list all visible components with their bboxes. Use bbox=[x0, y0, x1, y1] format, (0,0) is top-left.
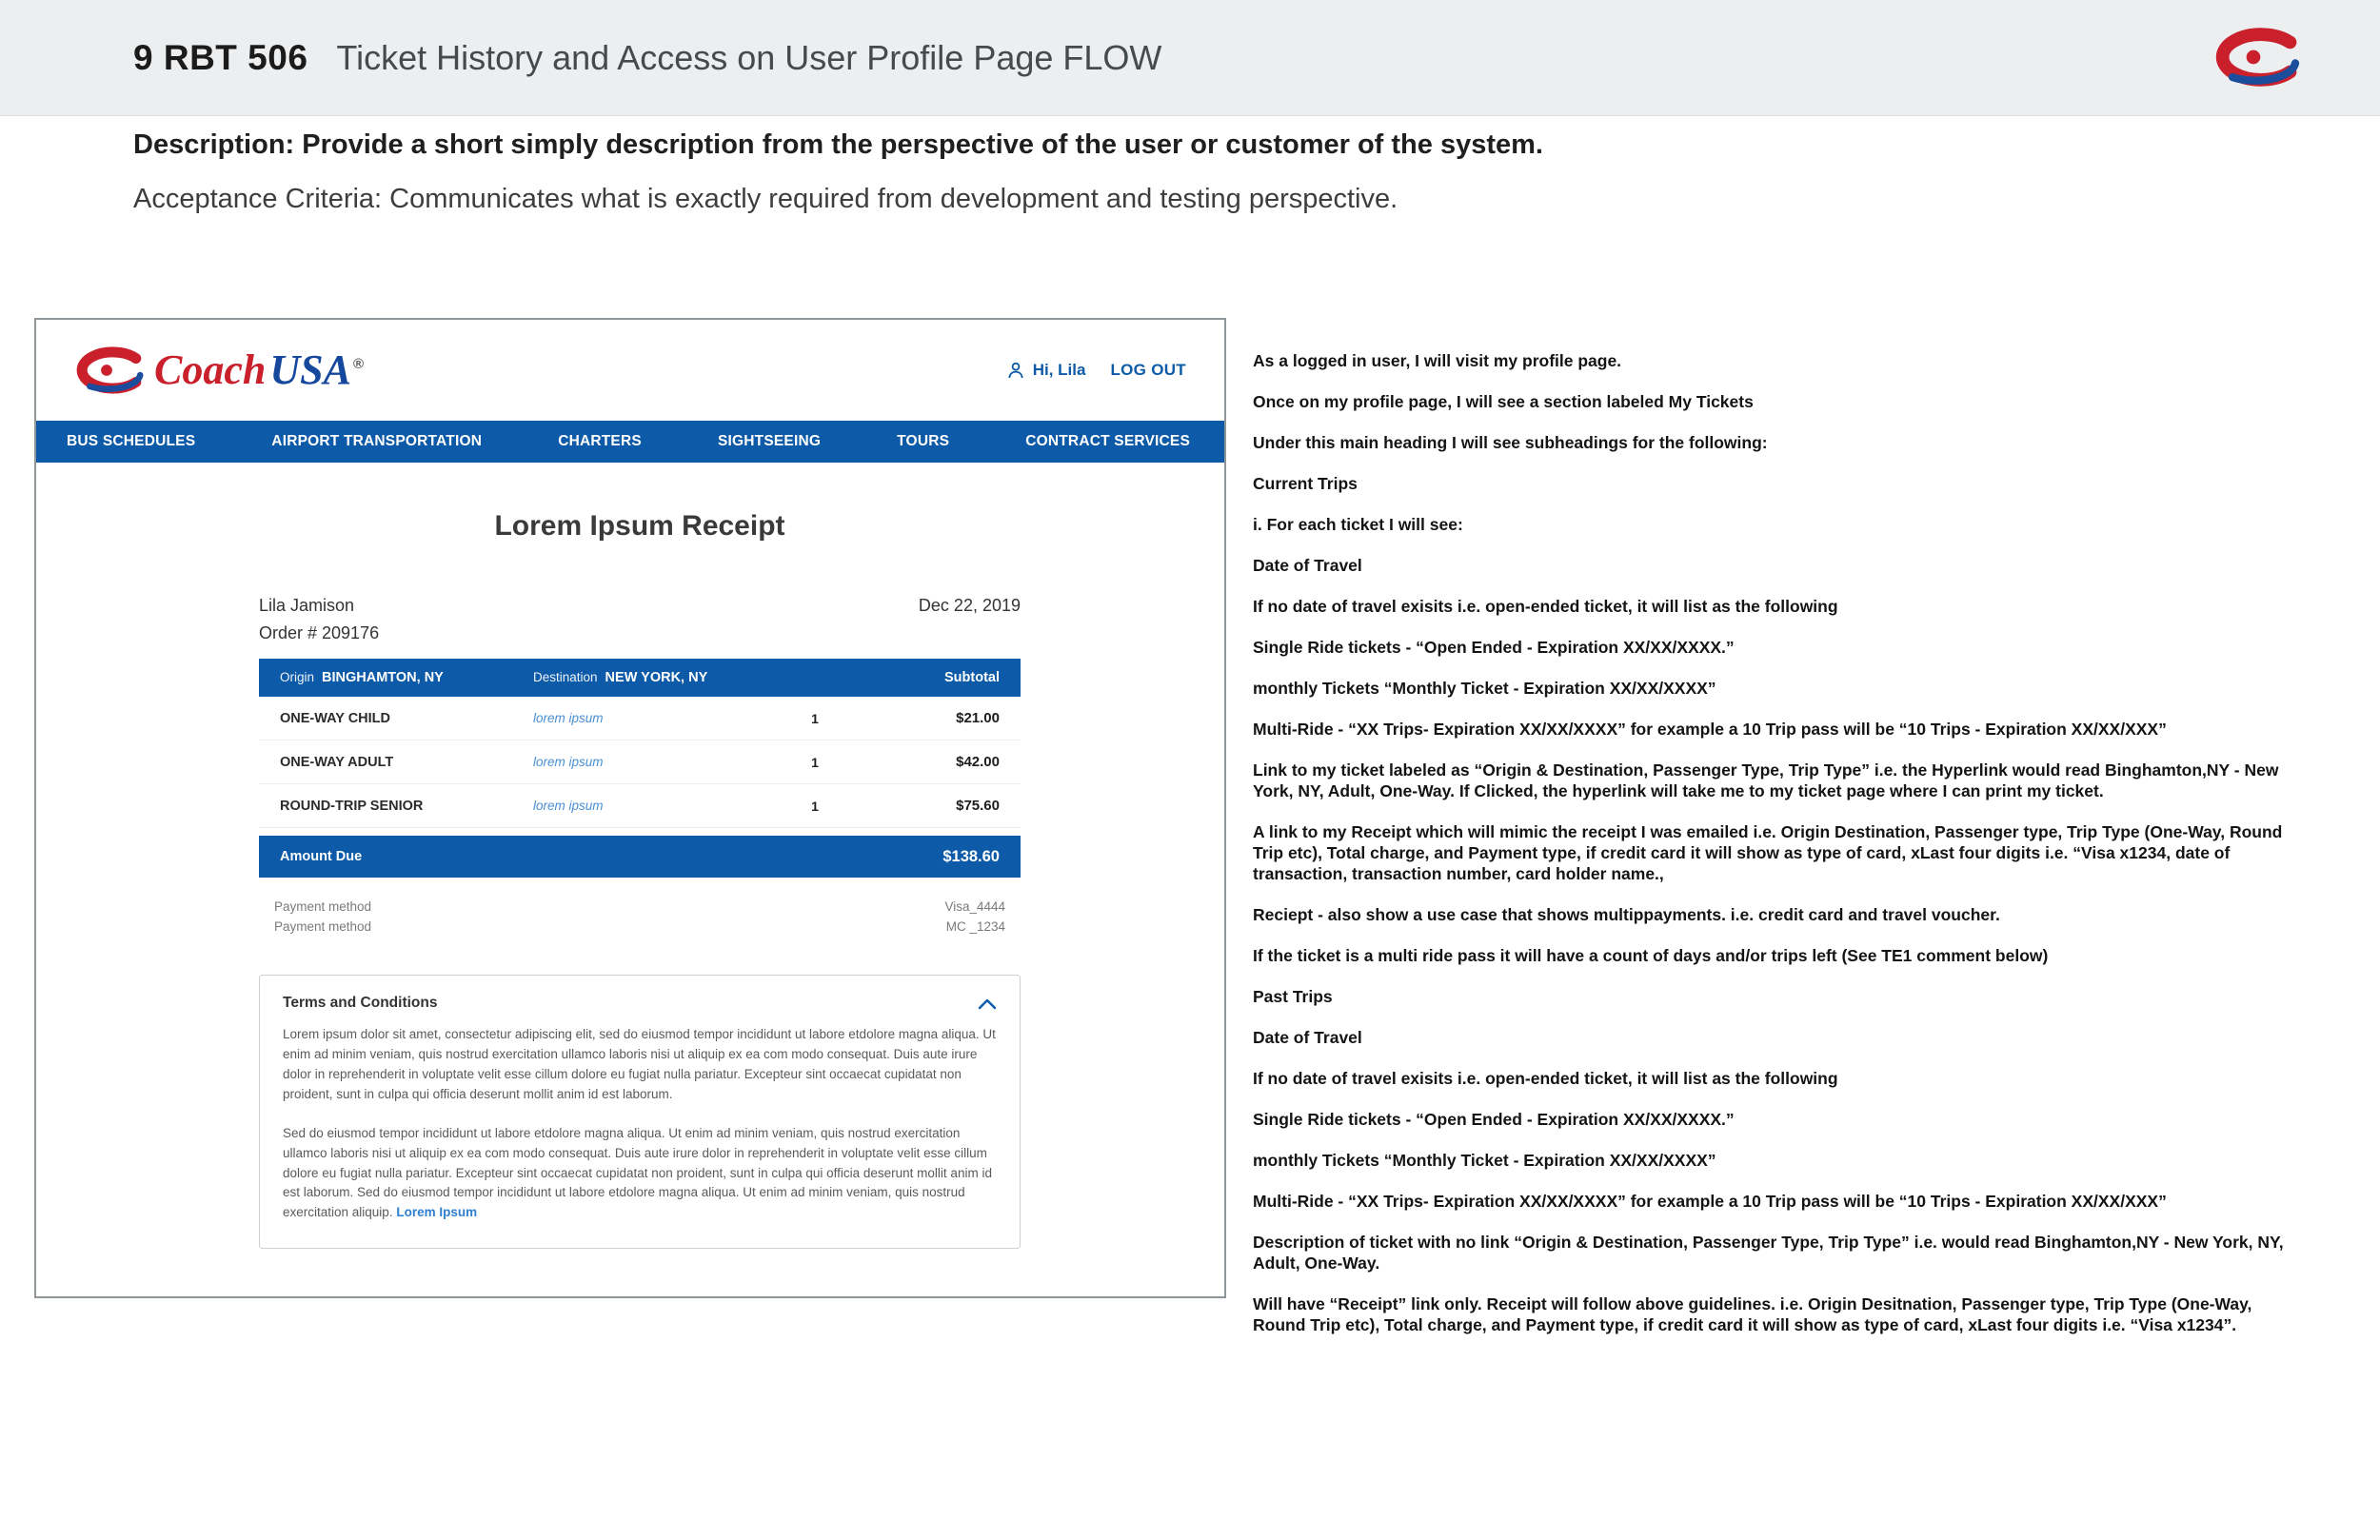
column-header-destination bbox=[533, 670, 762, 685]
requirement-line: monthly Tickets “Monthly Ticket - Expiration XX/XX/XXXX” bbox=[1253, 1151, 1716, 1170]
logout-link[interactable]: LOG OUT bbox=[1110, 361, 1186, 379]
amount-due-label: Amount Due bbox=[280, 849, 363, 864]
requirement-line: If no date of travel exisits i.e. open-ended ticket, it will list as the following bbox=[1253, 1069, 1838, 1088]
destination-label: Destination bbox=[533, 670, 598, 684]
nav-item-contract-services[interactable]: CONTRACT SERVICES bbox=[1025, 433, 1190, 449]
chevron-up-icon[interactable] bbox=[978, 997, 997, 1009]
destination-value: NEW YORK, NY bbox=[605, 670, 708, 685]
main-navigation bbox=[36, 421, 1224, 463]
requirement-line: i. For each ticket I will see: bbox=[1253, 515, 1463, 534]
requirement-line: Date of Travel bbox=[1253, 1028, 1362, 1047]
brand-coach-text: Coach bbox=[154, 346, 267, 393]
requirement-line: monthly Tickets “Monthly Ticket - Expiration XX/XX/XXXX” bbox=[1253, 679, 1716, 698]
column-header-subtotal: Subtotal bbox=[944, 670, 1000, 685]
requirement-line: Once on my profile page, I will see a section labeled My Tickets bbox=[1253, 392, 1754, 411]
requirement-line: Single Ride tickets - “Open Ended - Expiration XX/XX/XXXX.” bbox=[1253, 638, 1735, 657]
nav-item-bus-schedules[interactable]: BUS SCHEDULES bbox=[67, 433, 196, 449]
terms-and-conditions-panel bbox=[259, 975, 1021, 1249]
column-header-origin bbox=[259, 670, 533, 685]
requirement-line: Past Trips bbox=[1253, 987, 1333, 1006]
ticket-type: ROUND-TRIP SENIOR bbox=[280, 798, 424, 814]
doc-id: 9 RBT 506 bbox=[133, 37, 308, 77]
customer-name: Lila Jamison bbox=[259, 596, 355, 615]
nav-item-airport-transportation[interactable]: AIRPORT TRANSPORTATION bbox=[271, 433, 483, 449]
ticket-table-header bbox=[259, 659, 1021, 697]
user-icon bbox=[1006, 361, 1025, 380]
nav-item-charters[interactable]: CHARTERS bbox=[558, 433, 642, 449]
mockup-site-header bbox=[36, 320, 1224, 421]
terms-paragraph bbox=[283, 1124, 997, 1224]
user-greeting[interactable]: Hi, Lila bbox=[1032, 361, 1086, 379]
requirement-line: Link to my ticket labeled as “Origin & Destination, Passenger Type, Trip Type” i.e. the Hyperlink would read Binghamton,NY - New York, NY, Adult, One-Way. If Clicked, the hyperlink will take me to my ticket page where I can print my ticket. bbox=[1253, 760, 2279, 800]
account-area bbox=[1006, 361, 1186, 380]
payment-method-value: MC _1234 bbox=[945, 919, 1005, 934]
receipt bbox=[259, 510, 1021, 1249]
ticket-qty: 1 bbox=[811, 798, 819, 814]
page-title: Ticket History and Access on User Profile Page FLOW bbox=[336, 37, 1162, 77]
table-row bbox=[259, 784, 1021, 828]
acceptance-criteria-text: Acceptance Criteria: Communicates what is exactly required from development and testing perspective. bbox=[133, 184, 1398, 214]
amount-due-value: $138.60 bbox=[942, 847, 1000, 865]
ticket-type: ONE-WAY ADULT bbox=[280, 754, 394, 770]
requirement-line: Multi-Ride - “XX Trips- Expiration XX/XX/XXXX” for example a 10 Trip pass will be “10 Trips - Expiration XX/XX/XXX” bbox=[1253, 720, 2167, 739]
table-row bbox=[259, 740, 1021, 784]
receipt-mockup-frame bbox=[34, 318, 1226, 1298]
requirement-line: Multi-Ride - “XX Trips- Expiration XX/XX/XXXX” for example a 10 Trip pass will be “10 Trips - Expiration XX/XX/XXX” bbox=[1253, 1192, 2167, 1211]
table-row bbox=[259, 697, 1021, 740]
ticket-table bbox=[259, 659, 1021, 878]
origin-label: Origin bbox=[280, 670, 315, 684]
receipt-date: Dec 22, 2019 bbox=[918, 596, 1021, 615]
requirement-line: Will have “Receipt” link only. Receipt will follow above guidelines. i.e. Origin Desitnation, Passenger type, Trip Type (One-Way, Round Trip etc), Total charge, and Payment type, if credit card it will show as type of card, xLast four digits i.e. “Visa x1234”. bbox=[1253, 1294, 2252, 1334]
ticket-type: ONE-WAY CHILD bbox=[280, 710, 391, 726]
payment-methods bbox=[259, 897, 1021, 937]
requirement-line: Current Trips bbox=[1253, 474, 1358, 493]
requirements-list bbox=[1253, 350, 2296, 1355]
terms-title: Terms and Conditions bbox=[283, 995, 438, 1011]
ticket-price: $75.60 bbox=[956, 798, 1000, 814]
requirement-line: If no date of travel exisits i.e. open-ended ticket, it will list as the following bbox=[1253, 597, 1838, 616]
ticket-qty: 1 bbox=[811, 710, 819, 726]
requirement-line: As a logged in user, I will visit my profile page. bbox=[1253, 351, 1622, 370]
amount-due-row bbox=[259, 836, 1021, 878]
payment-row bbox=[274, 897, 1005, 917]
brand-usa-text: USA bbox=[269, 346, 351, 393]
terms-paragraph: Lorem ipsum dolor sit amet, consectetur adipiscing elit, sed do eiusmod tempor incididunt ut labore etdolore magna aliqua. Ut enim ad minim veniam, quis nostrud exercitation ullamco laboris nisi ut aliquip ex ea com modo consequat. Duis aute irure dolor in reprehenderit in voluptate velit esse cillum dolore eu fugiat nulla pariatur. Excepteur sint occaecat cupidatat non proident, sunt in culpa qui officia deserunt mollit anim id est laborum. bbox=[283, 1027, 996, 1101]
nav-item-tours[interactable]: TOURS bbox=[897, 433, 950, 449]
payment-method-value: Visa_4444 bbox=[944, 899, 1005, 914]
payment-method-label: Payment method bbox=[274, 919, 372, 934]
requirement-line: Under this main heading I will see subheadings for the following: bbox=[1253, 433, 1768, 452]
requirement-line: Reciept - also show a use case that shows multippayments. i.e. credit card and travel voucher. bbox=[1253, 905, 2000, 924]
ticket-link[interactable]: lorem ipsum bbox=[533, 755, 604, 769]
payment-row bbox=[274, 917, 1005, 937]
ticket-price: $21.00 bbox=[956, 710, 1000, 726]
nav-item-sightseeing[interactable]: SIGHTSEEING bbox=[717, 433, 822, 449]
requirement-line: Date of Travel bbox=[1253, 556, 1362, 575]
coachusa-logo-icon bbox=[2201, 23, 2306, 91]
description-block bbox=[133, 129, 1942, 215]
ticket-link[interactable]: lorem ipsum bbox=[533, 711, 604, 725]
terms-link[interactable]: Lorem Ipsum bbox=[396, 1205, 478, 1220]
receipt-meta bbox=[259, 596, 1021, 643]
ticket-qty: 1 bbox=[811, 754, 819, 770]
coachusa-brand-logo[interactable] bbox=[65, 344, 364, 397]
description-text: Description: Provide a short simply description from the perspective of the user or customer of the system. bbox=[133, 129, 1543, 160]
payment-method-label: Payment method bbox=[274, 899, 372, 914]
ticket-link[interactable]: lorem ipsum bbox=[533, 799, 604, 813]
ticket-price: $42.00 bbox=[956, 754, 1000, 770]
coachusa-swoosh-icon bbox=[65, 344, 149, 397]
requirement-line: If the ticket is a multi ride pass it will have a count of days and/or trips left (See TE1 comment below) bbox=[1253, 946, 2049, 965]
document-header bbox=[0, 0, 2380, 116]
order-number: Order # 209176 bbox=[259, 623, 380, 642]
registered-mark: ® bbox=[352, 356, 365, 373]
requirement-line: Description of ticket with no link “Origin & Destination, Passenger Type, Trip Type” i.e. would read Binghamton,NY - New York, NY, Adult, One-Way. bbox=[1253, 1233, 2284, 1273]
origin-value: BINGHAMTON, NY bbox=[322, 670, 444, 685]
receipt-title: Lorem Ipsum Receipt bbox=[494, 510, 785, 542]
terms-paragraph-text: Sed do eiusmod tempor incididunt ut labore etdolore magna aliqua. Ut enim ad minim veniam, quis nostrud exercitation ullamco laboris nisi ut aliquip ex ea com modo consequat. Duis aute irure dolor in reprehenderit in voluptate velit esse cillum dolore eu fugiat nulla pariatur. Excepteur sint occaecat cupidatat non proident, sunt in culpa qui officia deserunt mollit anim id est laborum. Sed do eiusmod tempor incididunt ut labore etdolore magna aliqua. Ut enim ad minim veniam, quis nostrud exercitation aliquip. bbox=[283, 1125, 992, 1220]
requirement-line: Single Ride tickets - “Open Ended - Expiration XX/XX/XXXX.” bbox=[1253, 1110, 1735, 1129]
requirement-line: A link to my Receipt which will mimic the receipt I was emailed i.e. Origin Destination, Passenger type, Trip Type (One-Way, Round Trip etc), Total charge, and Payment type, if credit card it will show as type of card, xLast four digits i.e. “Visa x1234, date of transaction, transaction number, card holder name., bbox=[1253, 822, 2283, 883]
